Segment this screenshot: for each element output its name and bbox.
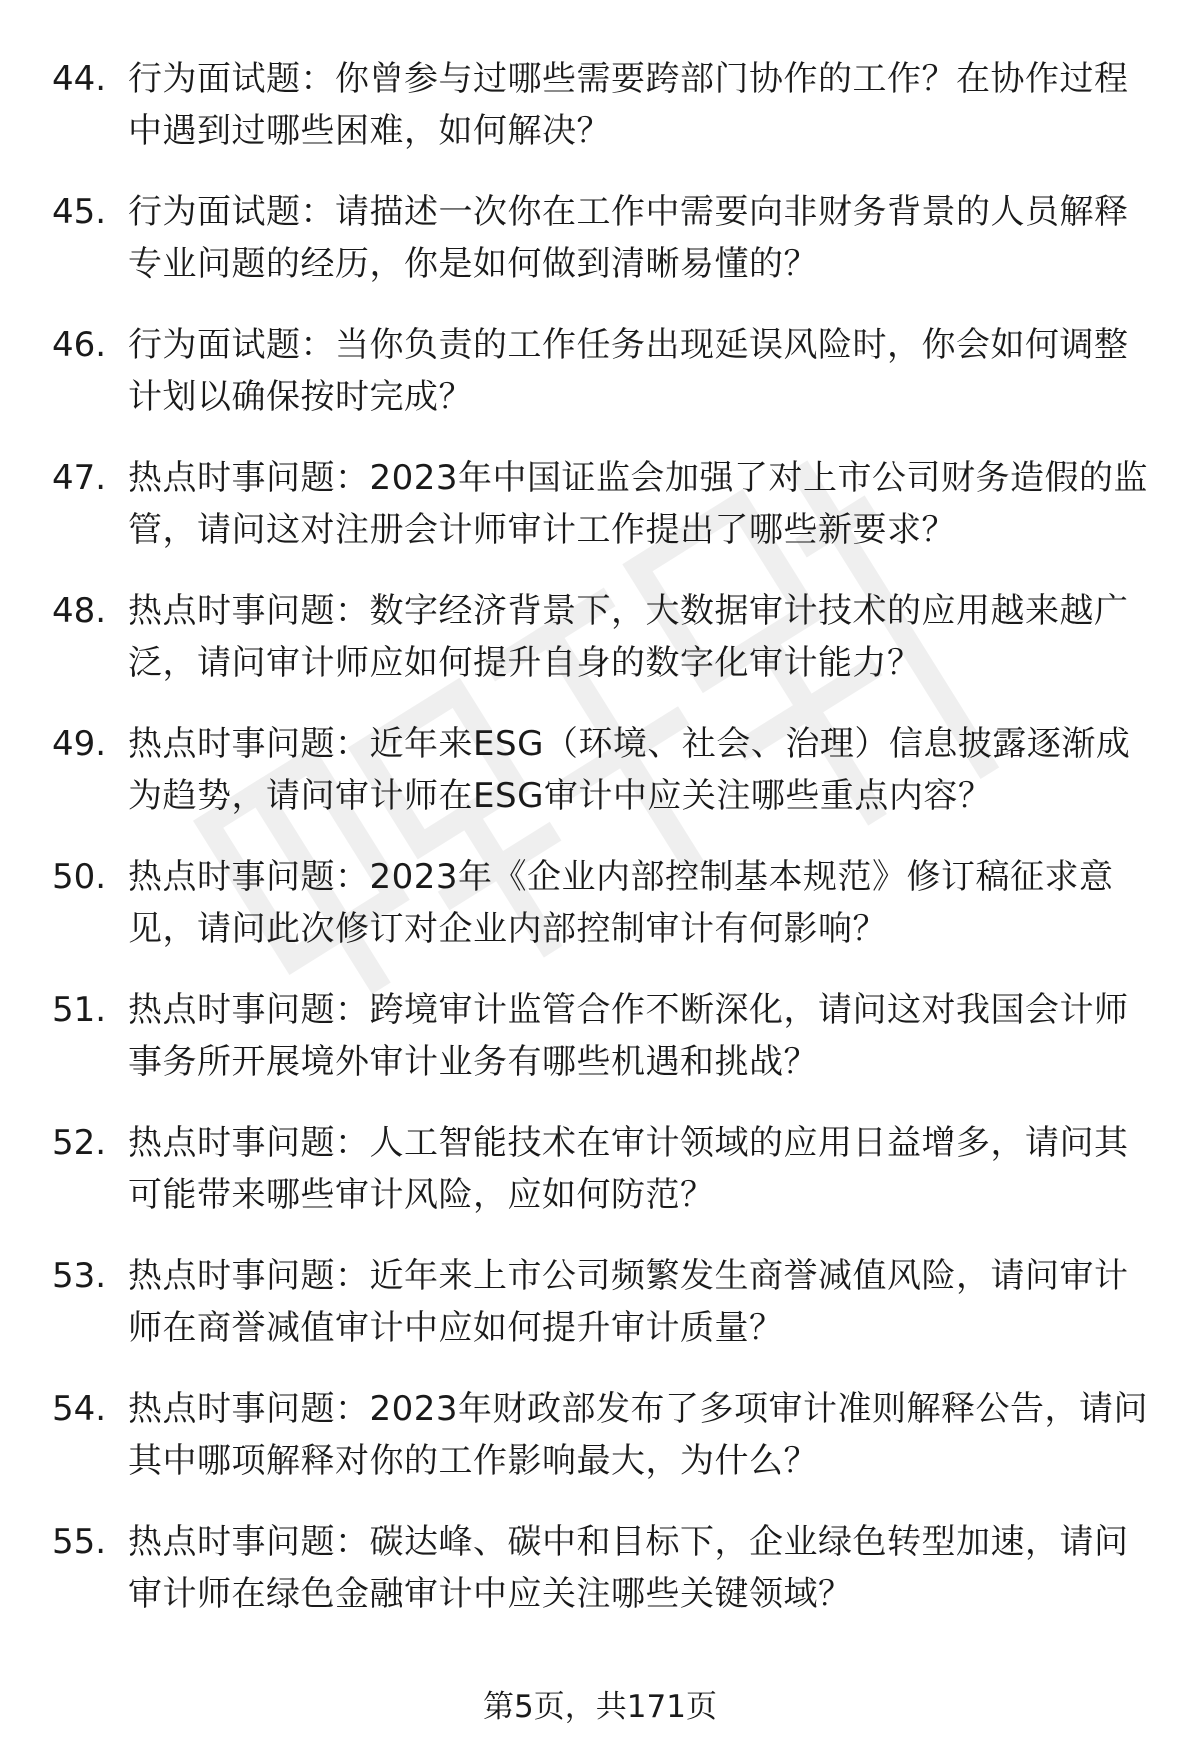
list-item	[52, 718, 1157, 851]
question-text: 热点时事问题：2023年财政部发布了多项审计准则解释公告，请问其中哪项解释对你的工作影响最大，为什么？	[128, 1389, 1149, 1481]
question-number: 48.	[52, 591, 107, 631]
list-item	[52, 319, 1157, 452]
question-text: 行为面试题：你曾参与过哪些需要跨部门协作的工作？在协作过程中遇到过哪些困难，如何解决？	[128, 59, 1129, 151]
question-text: 行为面试题：请描述一次你在工作中需要向非财务背景的人员解释专业问题的经历，你是如何做到清晰易懂的？	[128, 192, 1129, 284]
question-number: 52.	[52, 1123, 107, 1163]
question-text: 热点时事问题：碳达峰、碳中和目标下，企业绿色转型加速，请问审计师在绿色金融审计中应关注哪些关键领域？	[128, 1522, 1129, 1614]
list-item	[52, 1117, 1157, 1250]
list-item	[52, 851, 1157, 984]
question-number: 51.	[52, 990, 107, 1030]
question-text: 行为面试题：当你负责的工作任务出现延误风险时，你会如何调整计划以确保按时完成？	[128, 325, 1129, 417]
list-item	[52, 585, 1157, 718]
question-number: 45.	[52, 192, 107, 232]
list-item	[52, 1250, 1157, 1383]
question-text: 热点时事问题：数字经济背景下，大数据审计技术的应用越来越广泛，请问审计师应如何提升自身的数字化审计能力？	[128, 591, 1129, 683]
question-text: 热点时事问题：2023年中国证监会加强了对上市公司财务造假的监管，请问这对注册会计师审计工作提出了哪些新要求？	[128, 458, 1149, 550]
list-item	[52, 1516, 1157, 1649]
question-number: 50.	[52, 857, 107, 897]
list-item	[52, 53, 1157, 186]
question-text: 热点时事问题：跨境审计监管合作不断深化，请问这对我国会计师事务所开展境外审计业务有哪些机遇和挑战？	[128, 990, 1129, 1082]
list-item	[52, 984, 1157, 1117]
question-text: 热点时事问题：2023年《企业内部控制基本规范》修订稿征求意见，请问此次修订对企业内部控制审计有何影响？	[128, 857, 1114, 949]
question-number: 47.	[52, 458, 107, 498]
question-number: 44.	[52, 59, 107, 99]
question-number: 55.	[52, 1522, 107, 1562]
question-number: 54.	[52, 1389, 107, 1429]
question-number: 53.	[52, 1256, 107, 1296]
list-item	[52, 186, 1157, 319]
question-text: 热点时事问题：近年来ESG（环境、社会、治理）信息披露逐渐成为趋势，请问审计师在ESG审计中应关注哪些重点内容？	[128, 724, 1131, 816]
question-number: 49.	[52, 724, 107, 764]
list-item	[52, 1383, 1157, 1516]
question-text: 热点时事问题：人工智能技术在审计领域的应用日益增多，请问其可能带来哪些审计风险，应如何防范？	[128, 1123, 1129, 1215]
question-list	[52, 53, 1157, 1649]
list-item	[52, 452, 1157, 585]
question-number: 46.	[52, 325, 107, 365]
question-text: 热点时事问题：近年来上市公司频繁发生商誉减值风险，请问审计师在商誉减值审计中应如何提升审计质量？	[128, 1256, 1129, 1348]
page-footer	[0, 1687, 1200, 1727]
page-number-label: 第5页，共171页	[483, 1689, 717, 1725]
